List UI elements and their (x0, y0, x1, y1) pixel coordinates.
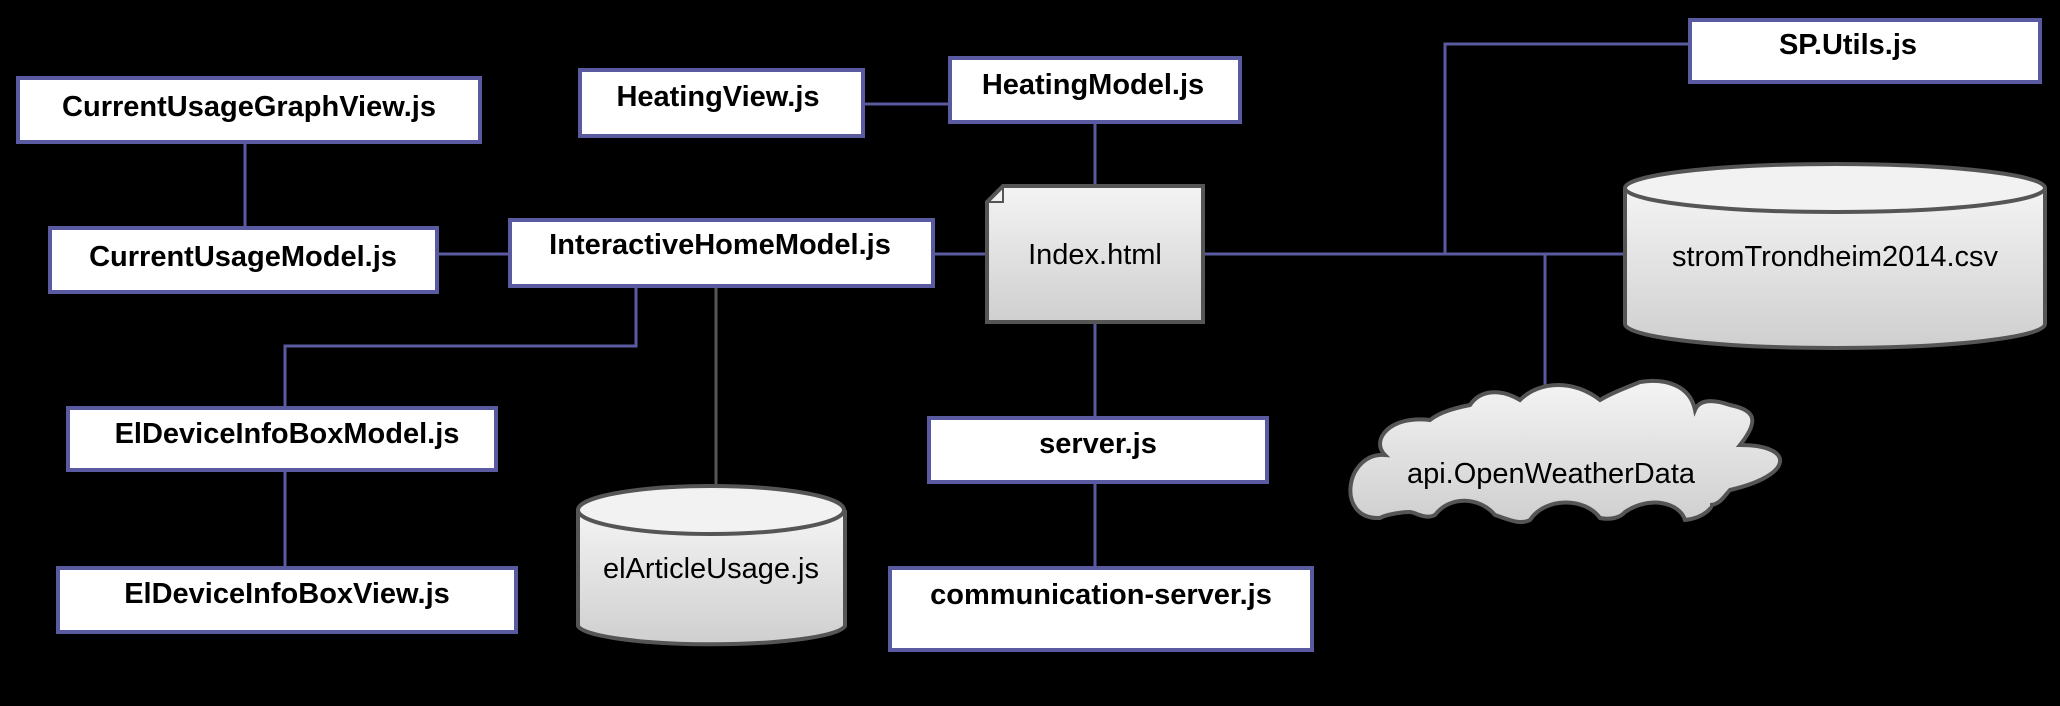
node-current-usage-model (50, 228, 437, 292)
node-server-label: server.js (1039, 428, 1157, 460)
node-index-html (987, 186, 1203, 322)
node-el-device-info-box-view-label: ElDeviceInfoBoxView.js (124, 578, 450, 610)
node-strom-csv (1625, 164, 2045, 348)
node-el-device-info-box-model-label: ElDeviceInfoBoxModel.js (114, 418, 460, 450)
node-sp-utils-label: SP.Utils.js (1778, 29, 1918, 61)
node-heating-model (950, 58, 1240, 122)
node-strom-csv-label: stromTrondheim2014.csv (1671, 241, 1999, 273)
node-server (929, 418, 1267, 482)
node-interactive-home-model-label: InteractiveHomeModel.js (549, 229, 891, 261)
node-sp-utils (1690, 20, 2040, 82)
node-communication-server-label: communication-server.js (930, 579, 1272, 611)
node-open-weather-label: api.OpenWeatherData (1406, 458, 1696, 490)
cloud-icon (1350, 381, 1780, 522)
node-interactive-home-model (510, 220, 933, 286)
node-open-weather (1350, 381, 1780, 522)
node-index-html-label: Index.html (1028, 239, 1162, 271)
node-communication-server (890, 568, 1312, 650)
node-el-article-usage (578, 486, 845, 644)
node-el-device-info-box-model (68, 408, 496, 470)
node-current-usage-graph-view (18, 78, 480, 142)
node-el-device-info-box-view (58, 568, 516, 632)
node-current-usage-graph-view-label: CurrentUsageGraphView.js (62, 91, 436, 123)
node-current-usage-model-label: CurrentUsageModel.js (89, 241, 397, 273)
node-heating-model-label: HeatingModel.js (981, 69, 1205, 101)
node-heating-view (580, 70, 863, 136)
node-heating-view-label: HeatingView.js (616, 81, 820, 113)
connector-interactive-deviceboxmodel (285, 286, 636, 408)
node-el-article-usage-label: elArticleUsage.js (603, 553, 819, 585)
